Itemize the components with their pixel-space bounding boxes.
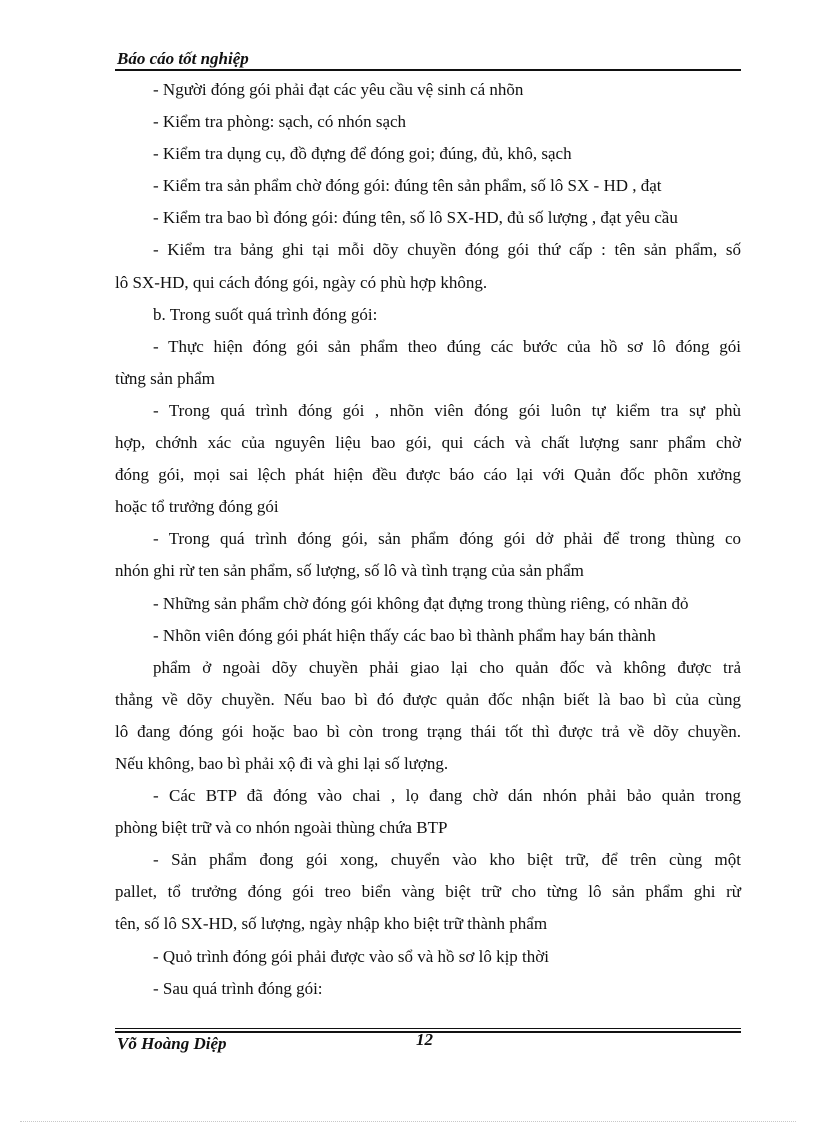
text-line: phẩm ở ngoài dõy chuyền phải giao lại cho quản đốc và không được trả [153, 657, 741, 677]
text-line: - Kiểm tra bao bì đóng gói: đúng tên, số lô SX-HD, đủ số lượng , đạt yêu cầu [153, 208, 678, 228]
text-line: - Các BTP đã đóng vào chai , lọ đang chờ dán nhón phải bảo quản trong [153, 786, 741, 806]
text-line: Nếu không, bao bì phải xộ đi và ghi lại số lượng. [115, 753, 449, 773]
text-line: lô đang đóng gói hoặc bao bì còn trong trạng thái tốt thì được trả về dõy chuyền. [115, 721, 741, 741]
text-line: phòng biệt trữ và co nhón ngoài thùng chứa BTP [115, 818, 448, 838]
text-line: - Trong quá trình đóng gói , nhõn viên đóng gói luôn tự kiểm tra sự phù [153, 400, 741, 420]
header-title: Báo cáo tốt nghiệp [117, 49, 249, 68]
text-line: - Người đóng gói phải đạt các yêu cầu vệ sinh cá nhõn [153, 80, 524, 99]
text-line: nhón ghi rừ ten sản phẩm, số lượng, số lô và tình trạng của sản phẩm [115, 561, 584, 581]
text-line: đóng gói, mọi sai lệch phát hiện đều được báo cáo lại với Quản đốc phõn xưởng [115, 465, 741, 485]
text-line: pallet, tổ trưởng đóng gói treo biển vàng biệt trữ cho từng lô sản phẩm ghi rừ [115, 882, 741, 902]
text-line: - Thực hiện đóng gói sản phẩm theo đúng các bước của hồ sơ lô đóng gói [153, 336, 741, 356]
page-number: 12 [416, 1030, 433, 1049]
text-line: hoặc tổ trưởng đóng gói [115, 497, 279, 517]
text-line: - Những sản phẩm chờ đóng gói không đạt đựng trong thùng riêng, có nhãn đỏ [153, 593, 689, 613]
text-line: - Sản phẩm đong gói xong, chuyển vào kho biệt trữ, để trên cùng một [153, 850, 741, 870]
text-line: - Quỏ trình đóng gói phải được vào sổ và hồ sơ lô kịp thời [153, 946, 549, 966]
text-line: - Kiểm tra sản phẩm chờ đóng gói: đúng tên sản phẩm, số lô SX - HD , đạt [153, 176, 662, 196]
text-line: - Nhõn viên đóng gói phát hiện thấy các bao bì thành phẩm hay bán thành [153, 625, 656, 645]
text-line: - Kiểm tra bảng ghi tại mỗi dõy chuyền đóng gói thứ cấp : tên sản phẩm, số [153, 240, 741, 260]
footer-author: Võ Hoàng Diệp [117, 1034, 227, 1053]
text-line: tên, số lô SX-HD, số lượng, ngày nhập kho biệt trữ thành phẩm [115, 914, 548, 934]
header-rule [115, 69, 741, 71]
text-line: thẳng về dõy chuyền. Nếu bao bì đó được quản đốc nhận biết là bao bì của cùng [115, 689, 741, 709]
body-text [115, 74, 741, 1005]
text-line: - Sau quá trình đóng gói: [153, 978, 323, 998]
text-line: b. Trong suốt quá trình đóng gói: [153, 304, 378, 324]
text-line: - Trong quá trình đóng gói, sản phẩm đóng gói dở phải để trong thùng co [153, 529, 741, 549]
text-line: - Kiểm tra dụng cụ, đồ đựng để đóng goi; đúng, đủ, khô, sạch [153, 144, 572, 164]
text-line: - Kiểm tra phòng: sạch, có nhón sạch [153, 112, 407, 132]
page-edge-divider [20, 1121, 796, 1122]
footer-rule [115, 1028, 741, 1029]
text-line: lô SX-HD, qui cách đóng gói, ngày có phù hợp không. [115, 272, 488, 292]
text-line: hợp, chớnh xác của nguyên liệu bao gói, qui cách và chất lượng sanr phẩm chờ [115, 433, 741, 453]
text-line: từng sản phẩm [115, 368, 215, 388]
